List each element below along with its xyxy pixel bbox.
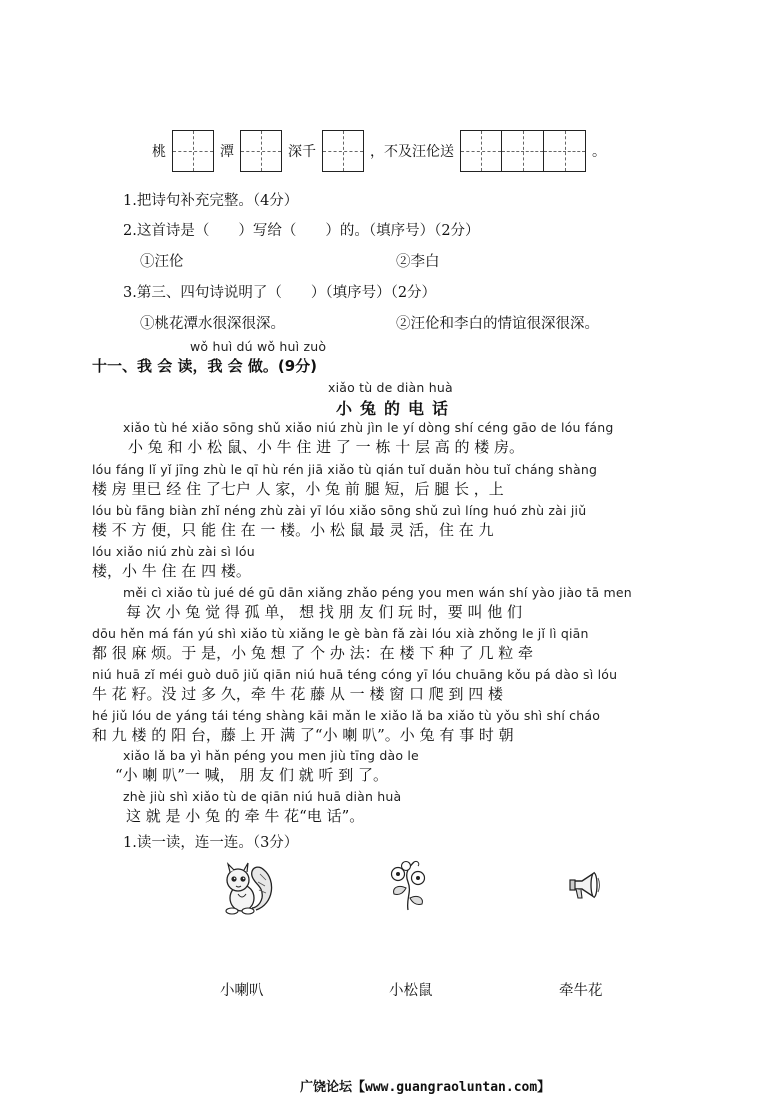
poem-fill-row: [146, 128, 612, 174]
story-line-8-pinyin: hé jiǔ lóu de yáng tái téng shàng kāi mǎn le xiǎo lǎ ba xiǎo tù yǒu shì shí cháo: [92, 708, 601, 723]
squirrel-picture: [212, 860, 276, 916]
section-11-pinyin: wǒ huì dú wǒ huì zuò: [190, 339, 327, 354]
story-line-4-pinyin: lóu xiǎo niú zhù zài sì lóu: [92, 544, 255, 559]
story-line-10-text: 这 就 是 小 兔 的 牵 牛 花“电 话”。: [126, 807, 365, 825]
megaphone-picture: [566, 868, 602, 902]
poem-part-1: 桃: [152, 144, 166, 160]
question-3-option-1: ①桃花潭水很深很深。: [140, 316, 285, 332]
story-line-4-text: 楼，小 牛 住 在 四 楼。: [92, 562, 251, 580]
morning-glory-picture: [384, 858, 432, 912]
answer-boxes-4[interactable]: [460, 130, 586, 172]
story-line-3-pinyin: lóu bù fāng biàn zhǐ néng zhù zài yī lóu xiǎo sōng shǔ zuì líng huó zhù zài jiǔ: [92, 503, 587, 518]
question-3: 3.第三、四句诗说明了（ ）（填序号）（2分）: [123, 285, 437, 301]
story-line-10-pinyin: zhè jiù shì xiǎo tù de qiān niú huā diàn huà: [123, 789, 402, 804]
story-line-3-text: 楼 不 方 便，只 能 住 在 一 楼。小 松 鼠 最 灵 活，住 在 九: [92, 521, 494, 539]
story-line-1-text: 小 兔 和 小 松 鼠、小 牛 住 进 了 一 栋 十 层 高 的 楼 房。: [128, 438, 525, 456]
answer-boxes-3[interactable]: [322, 130, 364, 172]
question-2: 2.这首诗是（ ）写给（ ）的。（填序号）（2分）: [123, 223, 480, 239]
story-line-1-pinyin: xiǎo tù hé xiǎo sōng shǔ xiǎo niú zhù jìn le yí dòng shí céng gāo de lóu fáng: [123, 420, 614, 435]
question-2-option-2: ②李白: [396, 254, 440, 270]
section-11-heading: 十一、我 会 读，我 会 做。(9分): [92, 357, 318, 375]
story-line-2-pinyin: lóu fáng lǐ yǐ jīng zhù le qī hù rén jiā xiǎo tù qián tuǐ duǎn hòu tuǐ cháng shàng: [92, 462, 598, 477]
story-line-6-pinyin: dōu hěn má fán yú shì xiǎo tù xiǎng le gè bàn fǎ zài lóu xià zhǒng le jǐ lì qiān: [92, 626, 589, 641]
story-line-9-text: “小 喇 叭”一 喊， 朋 友 们 就 听 到 了。: [115, 766, 389, 784]
answer-boxes-1[interactable]: [172, 130, 214, 172]
story-line-2-text: 楼 房 里已 经 住 了七户 人 家，小 兔 前 腿 短，后 腿 长 ，上: [92, 480, 504, 498]
story-line-9-pinyin: xiǎo lǎ ba yì hǎn péng you men jiù tīng dào le: [123, 748, 419, 763]
story-line-5-pinyin: měi cì xiǎo tù jué dé gū dān xiǎng zhǎo péng you men wán shí yào jiào tā men: [123, 585, 632, 600]
poem-part-3: 深千: [288, 144, 316, 160]
poem-part-4: ，不及汪伦送: [370, 144, 454, 160]
label-morning-glory: 牵牛花: [559, 983, 603, 999]
story-title-pinyin: xiǎo tù de diàn huà: [328, 380, 453, 395]
footer-watermark: 广饶论坛【www.guangraoluntan.com】: [300, 1080, 551, 1095]
poem-part-2: 潭: [220, 144, 234, 160]
question-2-option-1: ①汪伦: [140, 254, 184, 270]
label-little-squirrel: 小松鼠: [389, 983, 433, 999]
label-small-trumpet: 小喇叭: [220, 983, 264, 999]
story-line-7-pinyin: niú huā zǐ méi guò duō jiǔ qiān niú huā téng cóng yī lóu chuāng kǒu pá dào sì lóu: [92, 667, 618, 682]
story-line-8-text: 和 九 楼 的 阳 台，藤 上 开 满 了“小 喇 叭”。小 兔 有 事 时 朝: [92, 726, 514, 744]
story-line-6-text: 都 很 麻 烦。于 是，小 兔 想 了 个 办 法：在 楼 下 种 了 几 粒 牵: [92, 644, 534, 662]
story-line-7-text: 牛 花 籽。没 过 多 久，牵 牛 花 藤 从 一 楼 窗 口 爬 到 四 楼: [92, 685, 504, 703]
story-title: 小兔的电话: [336, 399, 457, 418]
task-instruction: 1.读一读，连一连。（3分）: [123, 835, 299, 851]
poem-part-5: 。: [592, 144, 606, 160]
answer-boxes-2[interactable]: [240, 130, 282, 172]
question-3-option-2: ②汪伦和李白的情谊很深很深。: [396, 316, 599, 332]
story-line-5-text: 每 次 小 兔 觉 得 孤 单， 想 找 朋 友 们 玩 时，要 叫 他 们: [126, 603, 523, 621]
question-1: 1.把诗句补充完整。（4分）: [123, 193, 299, 209]
